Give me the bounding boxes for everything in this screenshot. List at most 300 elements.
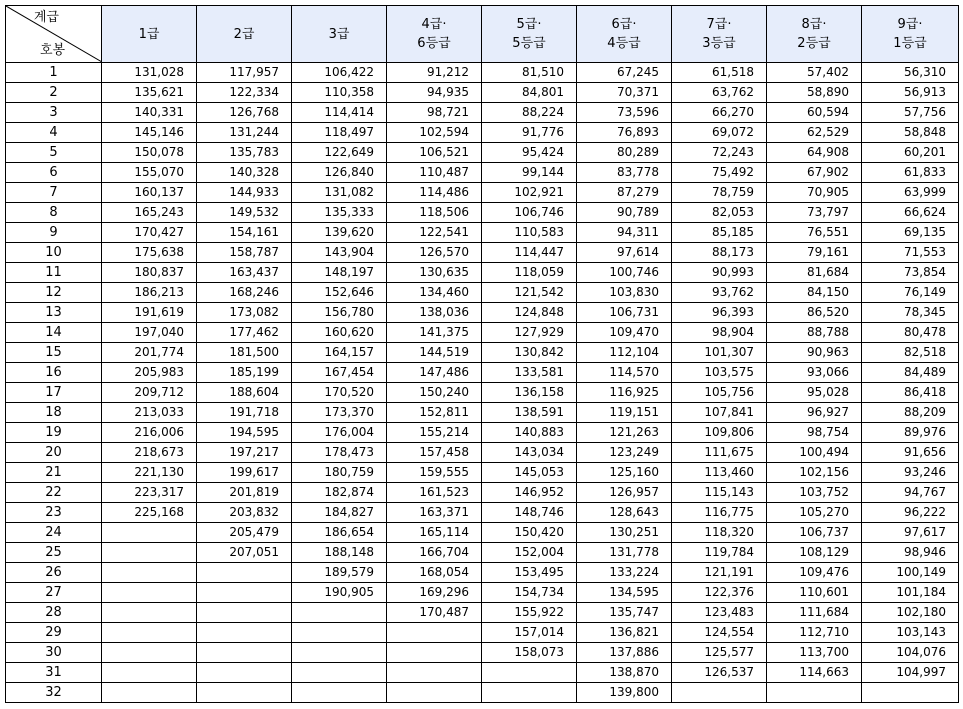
salary-cell: 124,554 (672, 623, 767, 643)
salary-cell: 199,617 (197, 463, 292, 483)
salary-cell: 189,579 (292, 563, 387, 583)
salary-cell: 78,345 (862, 303, 959, 323)
salary-cell: 152,811 (387, 403, 482, 423)
salary-cell: 131,778 (577, 543, 672, 563)
salary-cell: 110,583 (482, 223, 577, 243)
column-header-label-line1: 8급· (801, 17, 827, 32)
salary-cell: 180,837 (102, 263, 197, 283)
salary-cell: 121,263 (577, 423, 672, 443)
column-header-grade-1 (102, 6, 197, 63)
salary-cell: 141,375 (387, 323, 482, 343)
salary-cell: 100,494 (767, 443, 862, 463)
salary-cell: 125,160 (577, 463, 672, 483)
salary-cell: 173,082 (197, 303, 292, 323)
salary-cell: 154,161 (197, 223, 292, 243)
salary-cell (387, 623, 482, 643)
salary-cell: 136,158 (482, 383, 577, 403)
salary-cell: 144,519 (387, 343, 482, 363)
salary-cell: 126,768 (197, 103, 292, 123)
salary-cell: 63,999 (862, 183, 959, 203)
salary-cell: 223,317 (102, 483, 197, 503)
salary-cell: 106,521 (387, 143, 482, 163)
salary-cell: 156,780 (292, 303, 387, 323)
step-number-cell: 2 (6, 83, 102, 103)
salary-cell: 73,854 (862, 263, 959, 283)
salary-cell: 109,476 (767, 563, 862, 583)
step-number-cell: 19 (6, 423, 102, 443)
salary-cell: 147,486 (387, 363, 482, 383)
salary-cell: 135,333 (292, 203, 387, 223)
salary-cell: 164,157 (292, 343, 387, 363)
salary-cell: 135,621 (102, 83, 197, 103)
salary-cell: 188,604 (197, 383, 292, 403)
column-header-label-line1: 7급· (706, 17, 732, 32)
step-number-cell: 30 (6, 643, 102, 663)
salary-cell: 144,933 (197, 183, 292, 203)
salary-cell: 186,654 (292, 523, 387, 543)
salary-cell: 170,520 (292, 383, 387, 403)
salary-cell: 126,570 (387, 243, 482, 263)
salary-cell: 64,908 (767, 143, 862, 163)
salary-cell: 103,575 (672, 363, 767, 383)
salary-cell: 116,925 (577, 383, 672, 403)
salary-cell: 84,489 (862, 363, 959, 383)
salary-cell: 83,778 (577, 163, 672, 183)
salary-cell: 180,759 (292, 463, 387, 483)
step-number-cell: 31 (6, 663, 102, 683)
grade-axis-label: 계급 (33, 10, 59, 25)
salary-cell: 115,143 (672, 483, 767, 503)
salary-cell (292, 643, 387, 663)
step-number-cell: 17 (6, 383, 102, 403)
salary-cell: 69,135 (862, 223, 959, 243)
salary-cell: 61,518 (672, 63, 767, 83)
step-number-cell: 7 (6, 183, 102, 203)
salary-cell: 72,243 (672, 143, 767, 163)
step-number-cell: 13 (6, 303, 102, 323)
table-row (6, 123, 959, 143)
salary-cell: 139,800 (577, 683, 672, 703)
column-header-grade-7 (672, 6, 767, 63)
salary-cell (102, 523, 197, 543)
salary-cell: 177,462 (197, 323, 292, 343)
salary-cell: 119,151 (577, 403, 672, 423)
salary-cell: 190,905 (292, 583, 387, 603)
salary-cell: 110,358 (292, 83, 387, 103)
table-row (6, 103, 959, 123)
salary-cell: 70,905 (767, 183, 862, 203)
step-number-cell: 6 (6, 163, 102, 183)
salary-cell (102, 603, 197, 623)
salary-cell: 194,595 (197, 423, 292, 443)
step-number-cell: 4 (6, 123, 102, 143)
salary-cell: 112,710 (767, 623, 862, 643)
salary-cell: 161,523 (387, 483, 482, 503)
salary-cell: 205,479 (197, 523, 292, 543)
salary-cell: 106,737 (767, 523, 862, 543)
salary-cell: 201,819 (197, 483, 292, 503)
salary-cell: 133,224 (577, 563, 672, 583)
step-number-cell: 18 (6, 403, 102, 423)
column-header-label-line2: 3등급 (702, 36, 736, 51)
salary-cell: 131,082 (292, 183, 387, 203)
salary-cell: 105,756 (672, 383, 767, 403)
salary-cell: 140,328 (197, 163, 292, 183)
table-row (6, 643, 959, 663)
salary-cell: 60,201 (862, 143, 959, 163)
salary-cell: 138,036 (387, 303, 482, 323)
salary-cell: 94,767 (862, 483, 959, 503)
salary-table (5, 5, 959, 703)
salary-cell: 102,921 (482, 183, 577, 203)
salary-cell: 114,663 (767, 663, 862, 683)
salary-cell: 100,746 (577, 263, 672, 283)
salary-cell: 91,776 (482, 123, 577, 143)
step-number-cell: 16 (6, 363, 102, 383)
column-header-grade-6 (577, 6, 672, 63)
salary-cell: 146,952 (482, 483, 577, 503)
step-number-cell: 21 (6, 463, 102, 483)
salary-cell: 104,076 (862, 643, 959, 663)
column-header-label-line1: 5급· (516, 17, 542, 32)
salary-cell: 118,059 (482, 263, 577, 283)
table-row (6, 663, 959, 683)
salary-cell: 113,700 (767, 643, 862, 663)
salary-cell: 116,775 (672, 503, 767, 523)
salary-cell: 108,129 (767, 543, 862, 563)
salary-cell: 168,054 (387, 563, 482, 583)
salary-cell: 109,806 (672, 423, 767, 443)
salary-cell: 87,279 (577, 183, 672, 203)
salary-cell (482, 683, 577, 703)
salary-cell: 109,470 (577, 323, 672, 343)
salary-cell: 93,762 (672, 283, 767, 303)
salary-cell: 95,028 (767, 383, 862, 403)
step-number-cell: 5 (6, 143, 102, 163)
column-header-label-line2: 1등급 (893, 36, 927, 51)
salary-cell: 111,684 (767, 603, 862, 623)
salary-cell: 114,447 (482, 243, 577, 263)
salary-cell: 88,173 (672, 243, 767, 263)
table-row (6, 583, 959, 603)
salary-cell: 90,993 (672, 263, 767, 283)
salary-cell: 136,821 (577, 623, 672, 643)
salary-cell (102, 683, 197, 703)
table-row (6, 483, 959, 503)
column-header-grade-4 (387, 6, 482, 63)
column-header-label-line2: 4등급 (607, 36, 641, 51)
salary-cell: 157,458 (387, 443, 482, 463)
salary-cell: 140,331 (102, 103, 197, 123)
table-row (6, 543, 959, 563)
salary-cell: 188,148 (292, 543, 387, 563)
salary-cell (672, 683, 767, 703)
salary-cell: 124,848 (482, 303, 577, 323)
salary-cell: 169,296 (387, 583, 482, 603)
column-header-label: 2급 (233, 26, 255, 42)
salary-cell: 119,784 (672, 543, 767, 563)
table-body (6, 63, 959, 703)
salary-cell: 97,614 (577, 243, 672, 263)
salary-cell: 218,673 (102, 443, 197, 463)
salary-cell: 175,638 (102, 243, 197, 263)
table-row (6, 263, 959, 283)
salary-cell: 113,460 (672, 463, 767, 483)
table-row (6, 563, 959, 583)
step-number-cell: 27 (6, 583, 102, 603)
column-header-label: 1급 (138, 26, 160, 42)
salary-cell (387, 683, 482, 703)
salary-cell: 104,997 (862, 663, 959, 683)
step-axis-label: 호봉 (40, 43, 66, 58)
salary-cell: 122,649 (292, 143, 387, 163)
salary-cell: 80,289 (577, 143, 672, 163)
salary-cell: 96,393 (672, 303, 767, 323)
salary-cell: 75,492 (672, 163, 767, 183)
salary-cell: 88,788 (767, 323, 862, 343)
salary-cell: 102,156 (767, 463, 862, 483)
salary-cell: 201,774 (102, 343, 197, 363)
table-row (6, 623, 959, 643)
salary-cell (197, 563, 292, 583)
table-row (6, 443, 959, 463)
salary-cell (102, 643, 197, 663)
salary-cell: 93,066 (767, 363, 862, 383)
salary-cell (102, 583, 197, 603)
step-number-cell: 25 (6, 543, 102, 563)
salary-cell: 165,243 (102, 203, 197, 223)
salary-cell: 102,180 (862, 603, 959, 623)
salary-cell: 98,904 (672, 323, 767, 343)
salary-cell (102, 623, 197, 643)
salary-cell: 152,646 (292, 283, 387, 303)
salary-cell: 66,624 (862, 203, 959, 223)
salary-cell: 185,199 (197, 363, 292, 383)
salary-cell: 70,371 (577, 83, 672, 103)
salary-cell: 88,224 (482, 103, 577, 123)
salary-cell: 121,191 (672, 563, 767, 583)
salary-cell: 97,617 (862, 523, 959, 543)
step-number-cell: 8 (6, 203, 102, 223)
step-number-cell: 10 (6, 243, 102, 263)
salary-cell: 63,762 (672, 83, 767, 103)
salary-cell (292, 683, 387, 703)
salary-cell: 118,320 (672, 523, 767, 543)
table-row (6, 463, 959, 483)
salary-cell: 197,217 (197, 443, 292, 463)
salary-cell: 155,214 (387, 423, 482, 443)
salary-cell: 117,957 (197, 63, 292, 83)
salary-cell: 216,006 (102, 423, 197, 443)
salary-cell: 154,734 (482, 583, 577, 603)
salary-cell: 69,072 (672, 123, 767, 143)
salary-cell: 126,840 (292, 163, 387, 183)
table-row (6, 403, 959, 423)
salary-cell (102, 663, 197, 683)
salary-cell (482, 663, 577, 683)
table-row (6, 603, 959, 623)
step-number-cell: 24 (6, 523, 102, 543)
salary-cell: 78,759 (672, 183, 767, 203)
salary-cell: 166,704 (387, 543, 482, 563)
salary-cell: 105,270 (767, 503, 862, 523)
salary-cell: 173,370 (292, 403, 387, 423)
column-header-grade-2 (197, 6, 292, 63)
salary-cell (292, 623, 387, 643)
salary-cell: 149,532 (197, 203, 292, 223)
table-row (6, 183, 959, 203)
salary-cell: 155,922 (482, 603, 577, 623)
salary-cell: 106,731 (577, 303, 672, 323)
salary-cell: 114,414 (292, 103, 387, 123)
column-header-grade-9 (862, 6, 959, 63)
salary-cell: 145,053 (482, 463, 577, 483)
salary-cell: 170,487 (387, 603, 482, 623)
step-number-cell: 3 (6, 103, 102, 123)
salary-cell: 123,249 (577, 443, 672, 463)
table-row (6, 203, 959, 223)
salary-cell: 140,883 (482, 423, 577, 443)
salary-cell: 207,051 (197, 543, 292, 563)
table-row (6, 363, 959, 383)
salary-cell: 101,307 (672, 343, 767, 363)
salary-cell: 62,529 (767, 123, 862, 143)
salary-cell (197, 603, 292, 623)
salary-cell: 90,789 (577, 203, 672, 223)
table-row (6, 343, 959, 363)
table-row (6, 63, 959, 83)
salary-cell: 135,783 (197, 143, 292, 163)
salary-cell: 91,656 (862, 443, 959, 463)
salary-cell: 122,376 (672, 583, 767, 603)
salary-cell: 82,518 (862, 343, 959, 363)
salary-cell: 57,402 (767, 63, 862, 83)
salary-cell: 186,213 (102, 283, 197, 303)
step-number-cell: 11 (6, 263, 102, 283)
table-row (6, 423, 959, 443)
column-header-label-line2: 5등급 (512, 36, 546, 51)
salary-cell: 130,251 (577, 523, 672, 543)
salary-cell: 160,137 (102, 183, 197, 203)
step-number-cell: 15 (6, 343, 102, 363)
step-number-cell: 1 (6, 63, 102, 83)
step-number-cell: 9 (6, 223, 102, 243)
table-row (6, 243, 959, 263)
salary-cell: 167,454 (292, 363, 387, 383)
salary-cell: 93,246 (862, 463, 959, 483)
salary-cell: 130,635 (387, 263, 482, 283)
salary-cell: 225,168 (102, 503, 197, 523)
salary-cell: 137,886 (577, 643, 672, 663)
salary-cell: 209,712 (102, 383, 197, 403)
salary-cell: 71,553 (862, 243, 959, 263)
salary-cell: 184,827 (292, 503, 387, 523)
step-number-cell: 32 (6, 683, 102, 703)
table-row (6, 683, 959, 703)
salary-cell: 170,427 (102, 223, 197, 243)
salary-cell: 121,542 (482, 283, 577, 303)
salary-cell: 110,601 (767, 583, 862, 603)
salary-cell: 66,270 (672, 103, 767, 123)
salary-cell: 56,310 (862, 63, 959, 83)
salary-cell: 102,594 (387, 123, 482, 143)
table-row (6, 143, 959, 163)
salary-cell (197, 663, 292, 683)
column-header-label-line1: 9급· (897, 17, 923, 32)
salary-cell: 143,034 (482, 443, 577, 463)
table-row (6, 303, 959, 323)
salary-cell (292, 603, 387, 623)
salary-cell (197, 643, 292, 663)
table-row (6, 323, 959, 343)
salary-cell: 98,754 (767, 423, 862, 443)
table-header (6, 6, 959, 63)
salary-cell: 150,078 (102, 143, 197, 163)
salary-cell: 86,418 (862, 383, 959, 403)
salary-cell: 91,212 (387, 63, 482, 83)
salary-cell: 157,014 (482, 623, 577, 643)
salary-cell: 125,577 (672, 643, 767, 663)
salary-cell: 126,957 (577, 483, 672, 503)
table-row (6, 523, 959, 543)
salary-cell: 110,487 (387, 163, 482, 183)
salary-cell: 122,334 (197, 83, 292, 103)
salary-cell (102, 543, 197, 563)
salary-cell: 139,620 (292, 223, 387, 243)
column-header-label-line1: 6급· (611, 17, 637, 32)
salary-cell: 76,893 (577, 123, 672, 143)
salary-cell: 127,929 (482, 323, 577, 343)
salary-cell: 94,935 (387, 83, 482, 103)
table-row (6, 383, 959, 403)
column-header-grade-3 (292, 6, 387, 63)
salary-cell: 73,797 (767, 203, 862, 223)
salary-cell (767, 683, 862, 703)
salary-cell: 178,473 (292, 443, 387, 463)
salary-cell (197, 583, 292, 603)
column-header-grade-5 (482, 6, 577, 63)
salary-cell: 159,555 (387, 463, 482, 483)
table-row (6, 283, 959, 303)
salary-cell: 106,422 (292, 63, 387, 83)
salary-cell: 76,551 (767, 223, 862, 243)
salary-cell: 130,842 (482, 343, 577, 363)
table-row (6, 83, 959, 103)
salary-cell: 76,149 (862, 283, 959, 303)
salary-cell: 56,913 (862, 83, 959, 103)
salary-cell: 57,756 (862, 103, 959, 123)
salary-cell: 158,787 (197, 243, 292, 263)
salary-cell: 150,240 (387, 383, 482, 403)
step-number-cell: 29 (6, 623, 102, 643)
column-header-label-line2: 6등급 (417, 36, 451, 51)
salary-cell: 118,497 (292, 123, 387, 143)
salary-cell: 61,833 (862, 163, 959, 183)
salary-cell: 197,040 (102, 323, 197, 343)
salary-cell: 103,143 (862, 623, 959, 643)
salary-cell: 114,486 (387, 183, 482, 203)
salary-cell: 131,028 (102, 63, 197, 83)
column-header-grade-8 (767, 6, 862, 63)
salary-cell: 88,209 (862, 403, 959, 423)
corner-header-cell (6, 6, 102, 63)
salary-cell: 103,752 (767, 483, 862, 503)
step-number-cell: 22 (6, 483, 102, 503)
salary-cell: 80,478 (862, 323, 959, 343)
salary-cell: 165,114 (387, 523, 482, 543)
salary-cell: 90,963 (767, 343, 862, 363)
salary-cell (862, 683, 959, 703)
